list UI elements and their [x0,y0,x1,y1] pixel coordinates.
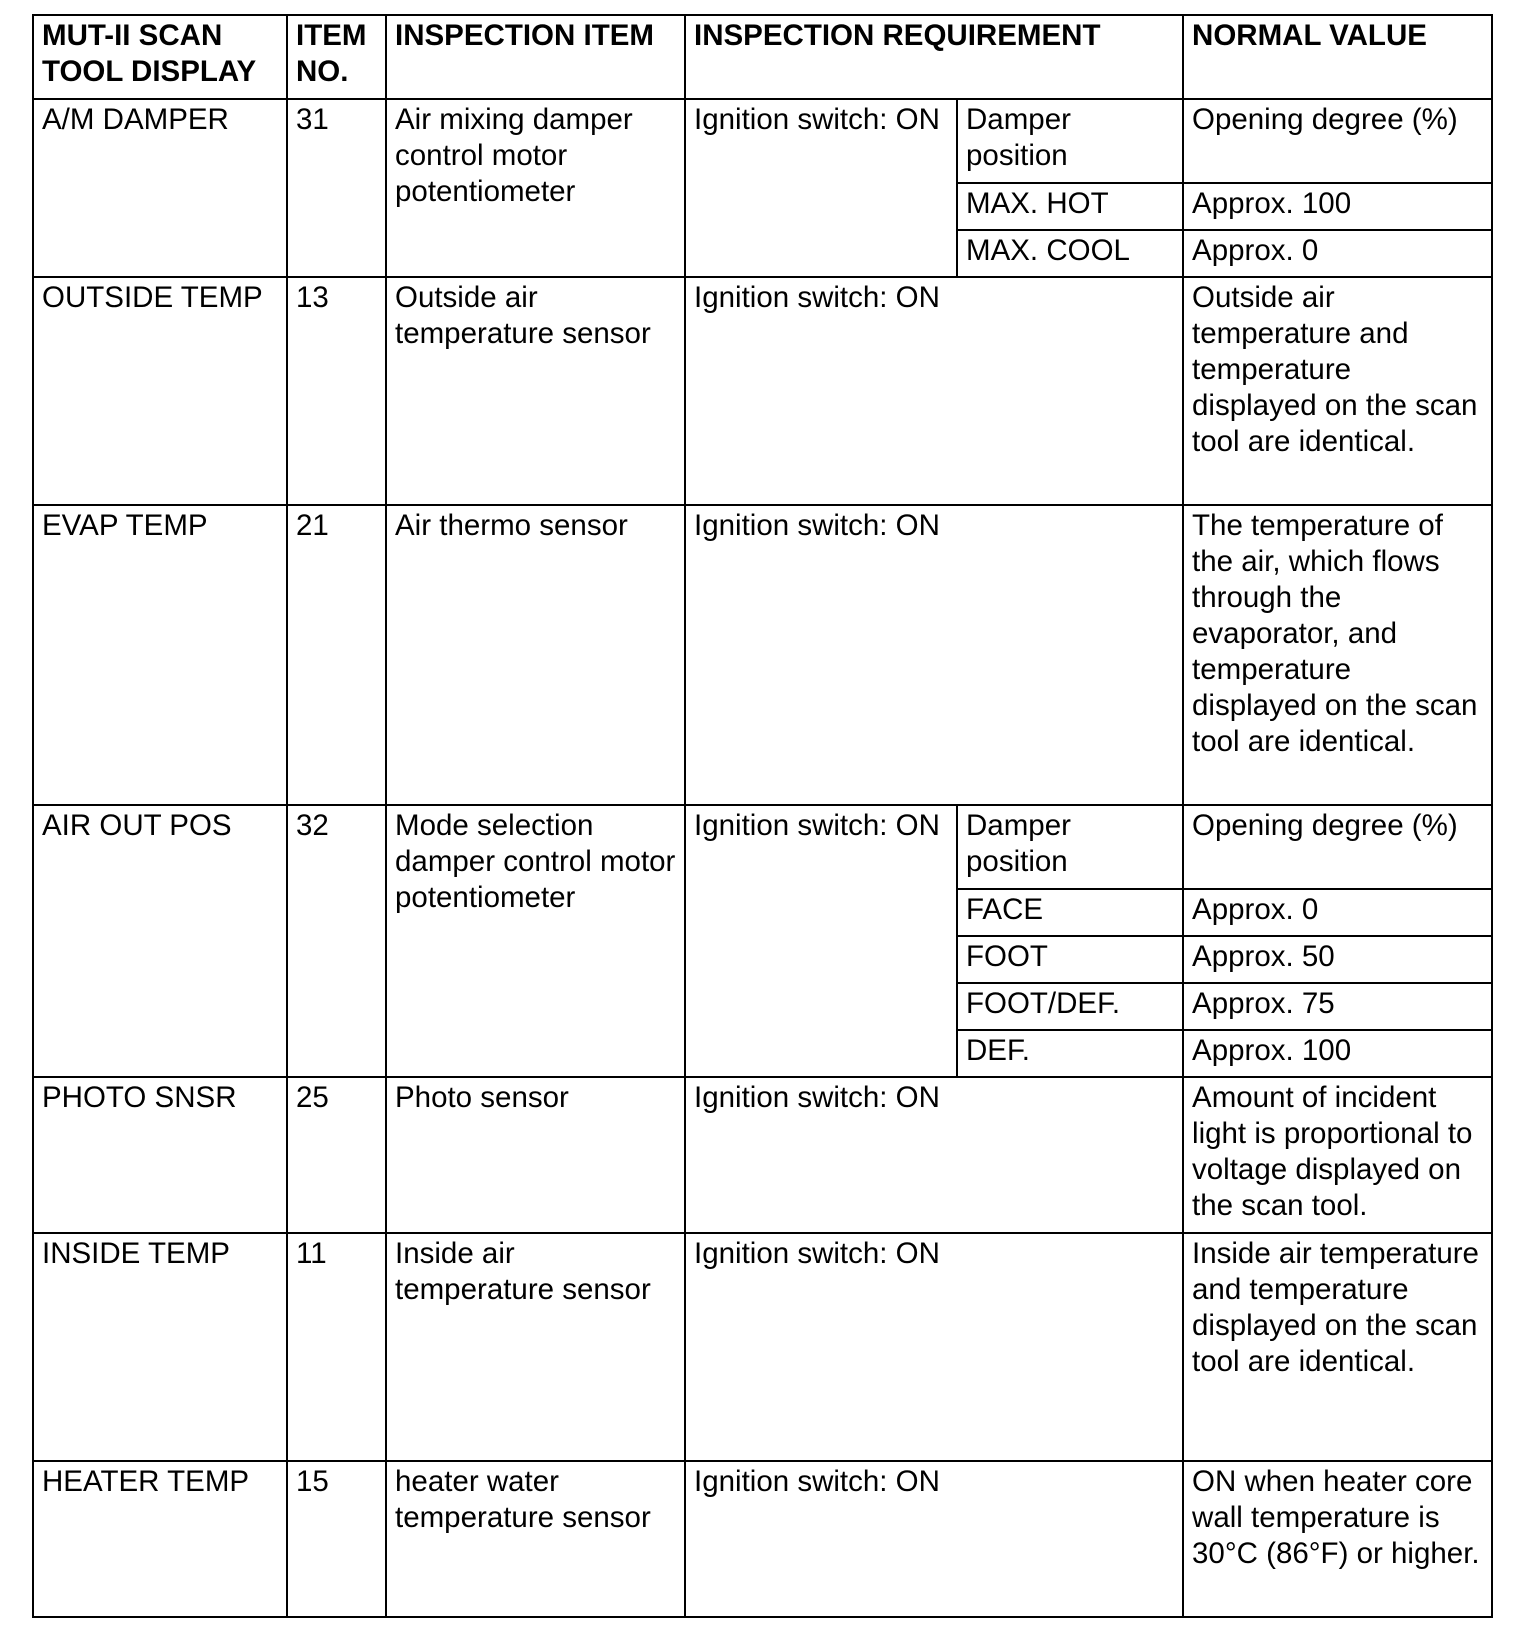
item-number-cell: 13 [287,277,386,505]
requirement-condition-cell: Ignition switch: ON [685,1461,1183,1617]
normal-value-cell: Approx. 0 [1183,889,1492,936]
table-row [33,277,1492,505]
inspection-item-cell: Photo sensor [386,1077,685,1233]
requirement-condition-cell: Ignition switch: ON [685,505,1183,805]
normal-value-cell: Approx. 100 [1183,183,1492,230]
normal-value-cell: Approx. 0 [1183,230,1492,277]
requirement-condition-cell: Ignition switch: ON [685,277,1183,505]
item-number-cell: 25 [287,1077,386,1233]
item-number-cell: 32 [287,805,386,1077]
requirement-condition-cell: Ignition switch: ON [685,805,957,1077]
header-item-no: ITEM NO. [287,15,386,99]
damper-position-cell: FOOT [957,936,1183,983]
requirement-condition-cell: Ignition switch: ON [685,99,957,277]
scan-tool-display-cell: HEATER TEMP [33,1461,287,1617]
table-row [33,805,1492,889]
damper-position-cell: DEF. [957,1030,1183,1077]
damper-position-header-cell: Damper position [957,805,1183,889]
table-row [33,1461,1492,1617]
item-number-cell: 31 [287,99,386,277]
scan-tool-display-cell: PHOTO SNSR [33,1077,287,1233]
item-number-cell: 15 [287,1461,386,1617]
header-row [33,15,1492,99]
inspection-table [32,14,1493,1618]
damper-position-header-cell: Damper position [957,99,1183,183]
inspection-item-cell: Air mixing damper control motor potentiometer [386,99,685,277]
header-inspection-item: INSPECTION ITEM [386,15,685,99]
opening-degree-header-cell: Opening degree (%) [1183,805,1492,889]
requirement-condition-cell: Ignition switch: ON [685,1077,1183,1233]
inspection-item-cell: Outside air temperature sensor [386,277,685,505]
normal-value-cell: Amount of incident light is proportional to voltage displayed on the scan tool. [1183,1077,1492,1233]
normal-value-cell: Approx. 100 [1183,1030,1492,1077]
inspection-item-cell: Air thermo sensor [386,505,685,805]
normal-value-cell: ON when heater core wall temperature is 30°C (86°F) or higher. [1183,1461,1492,1617]
table-row [33,505,1492,805]
item-number-cell: 11 [287,1233,386,1461]
inspection-item-cell: Mode selection damper control motor potentiometer [386,805,685,1077]
scan-tool-display-cell: A/M DAMPER [33,99,287,277]
item-number-cell: 21 [287,505,386,805]
scan-tool-display-cell: EVAP TEMP [33,505,287,805]
requirement-condition-cell: Ignition switch: ON [685,1233,1183,1461]
table-row [33,99,1492,183]
scan-tool-display-cell: AIR OUT POS [33,805,287,1077]
header-normal-value: NORMAL VALUE [1183,15,1492,99]
damper-position-cell: MAX. COOL [957,230,1183,277]
normal-value-cell: Inside air temperature and temperature displayed on the scan tool are identical. [1183,1233,1492,1461]
normal-value-cell: Approx. 75 [1183,983,1492,1030]
opening-degree-header-cell: Opening degree (%) [1183,99,1492,183]
damper-position-cell: MAX. HOT [957,183,1183,230]
normal-value-cell: The temperature of the air, which flows through the evaporator, and temperature displayed on the scan tool are identical. [1183,505,1492,805]
inspection-item-cell: heater water temperature sensor [386,1461,685,1617]
inspection-item-cell: Inside air temperature sensor [386,1233,685,1461]
normal-value-cell: Approx. 50 [1183,936,1492,983]
table-row [33,1233,1492,1461]
header-display: MUT-II SCAN TOOL DISPLAY [33,15,287,99]
scan-tool-display-cell: INSIDE TEMP [33,1233,287,1461]
header-inspection-requirement: INSPECTION REQUIREMENT [685,15,1183,99]
damper-position-cell: FACE [957,889,1183,936]
table-row [33,1077,1492,1233]
scan-tool-display-cell: OUTSIDE TEMP [33,277,287,505]
damper-position-cell: FOOT/DEF. [957,983,1183,1030]
normal-value-cell: Outside air temperature and temperature displayed on the scan tool are identical. [1183,277,1492,505]
